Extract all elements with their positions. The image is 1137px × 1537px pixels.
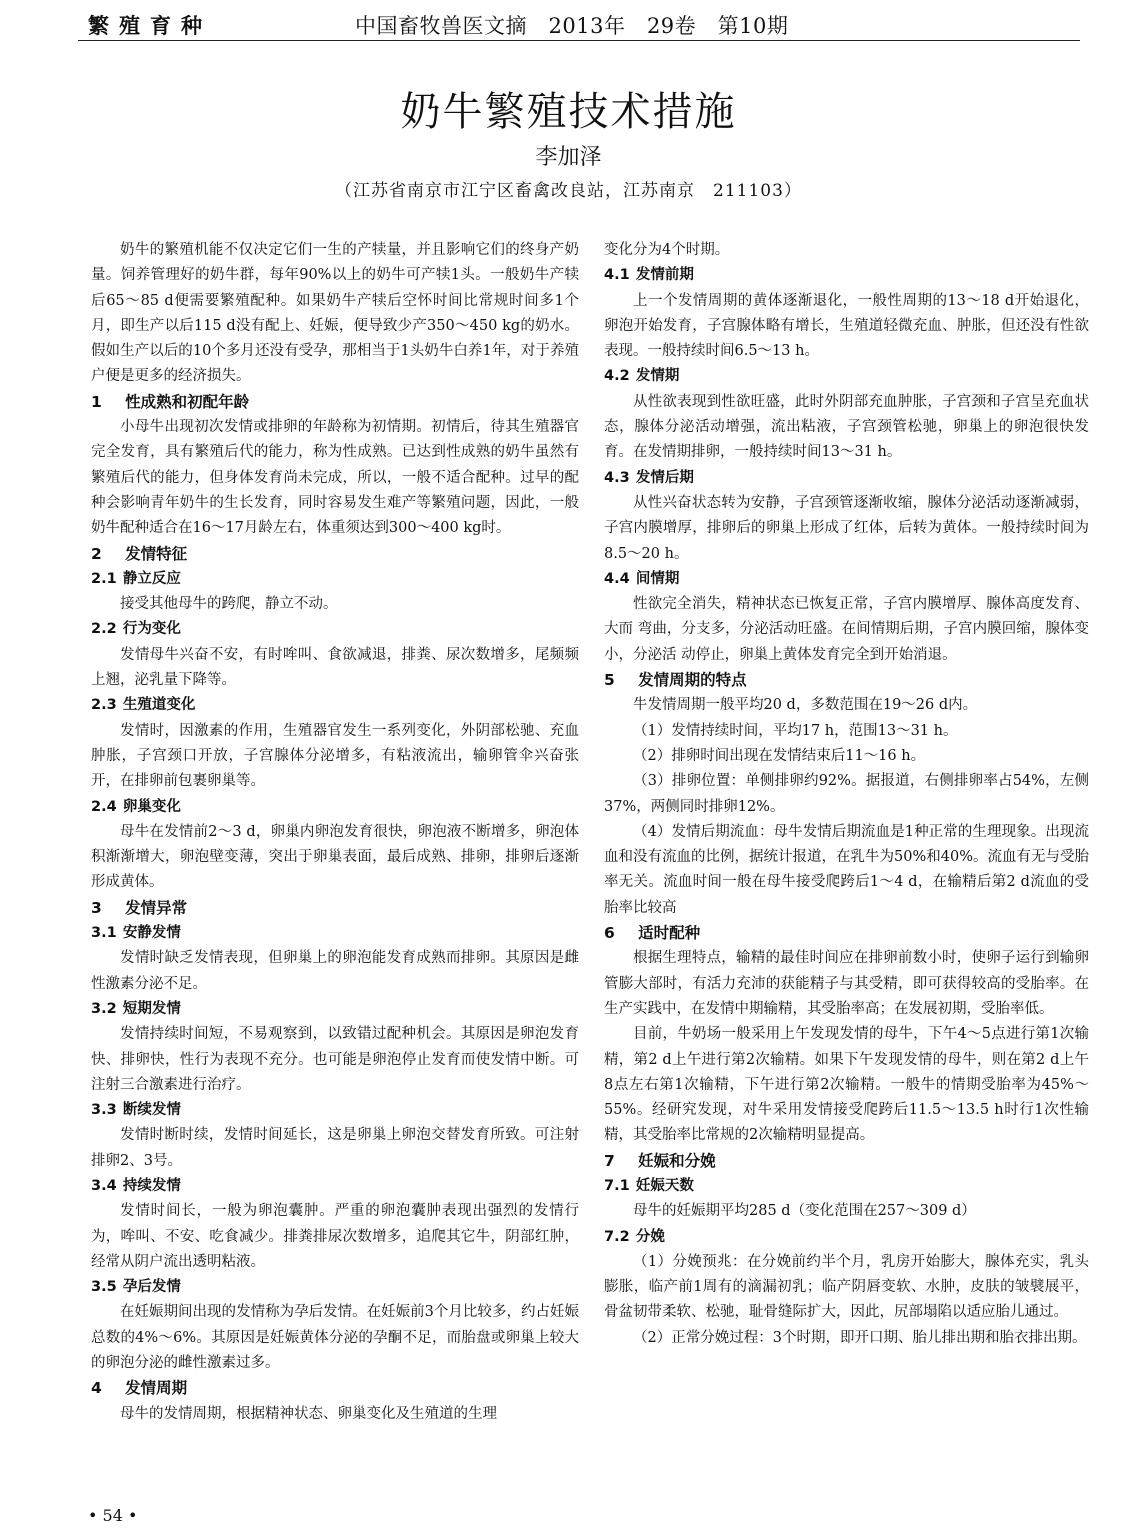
section-heading <box>91 542 579 567</box>
subsection-heading <box>91 567 579 592</box>
list-item: （4）发情后期流血：母牛发情后期流血是1种正常的生理现象。出现流血和没有流血的比例，据统计报道，在乳牛为50%和40%。流血有无与受胎率无关。流血时间一般在母牛接受爬跨后1～4 d，在输精后第2 d流血的受胎率比较高 <box>604 823 1089 916</box>
author-affiliation: （江苏省南京市江宁区畜禽改良站，江苏南京 211103） <box>335 181 802 201</box>
section-heading <box>91 896 579 921</box>
subsection-paragraph: 母牛的妊娠期平均285 d（变化范围在257～309 d） <box>633 1203 976 1220</box>
subsection-paragraph: 接受其他母牛的跨爬，静立不动。 <box>120 596 338 613</box>
subsection-heading <box>91 997 579 1022</box>
subsection-number: 2.2 <box>91 621 117 638</box>
subsection-paragraph: 从性欲表现到性欲旺盛，此时外阴部充血肿胀，子宫颈和子宫呈充血状态，腺体分泌活动增强，流出粘液，子宫颈管松驰，卵巢上的卵泡很快发育。在发情期排卵，一般持续时间13～31 h。 <box>604 393 1089 461</box>
subsection-title: 安静发情 <box>122 925 181 942</box>
section-paragraph: 根据生理特点，输精的最佳时间应在排卵前数小时，使卵子运行到输卵管膨大部时，有活力充沛的获能精子与其受精，即可获得较高的受胎率。在生产实践中，在发情中期输精，其受胎率高；在发展初期，受胎率低。 <box>604 950 1089 1017</box>
subsection-title: 静立反应 <box>122 570 181 587</box>
subsection-paragraph: 发情时，因激素的作用，生殖器官发生一系列变化，外阴部松驰、充血肿胀，子宫颈口开放，子宫腺体分泌增多，有粘液流出，输卵管伞兴奋张开，在排卵前包裹卵巢等。 <box>91 722 579 790</box>
section-title: 发情周期的特点 <box>638 671 747 690</box>
left-column <box>91 238 579 1427</box>
subsection-number: 3.1 <box>91 925 117 942</box>
subsection-title: 发情前期 <box>635 267 694 284</box>
section-paragraph: 牛发情周期一般平均20 d，多数范围在19～26 d内。 <box>633 697 978 714</box>
article-title: 奶牛繁殖技术措施 <box>400 89 737 135</box>
subsection-title: 断续发情 <box>122 1102 181 1119</box>
subsection-paragraph: 发情时断时续，发情时间延长，这是卵巢上卵泡交替发育所致。可注射排卵2、3号。 <box>91 1127 579 1169</box>
section-heading <box>604 921 1089 946</box>
subsection-paragraph: 发情时间长，一般为卵泡囊肿。严重的卵泡囊肿表现出强烈的发情行为，哞叫、不安、吃食减少。排粪排尿次数增多，追爬其它牛，阴部红肿，经常从阴户流出透明粘液。 <box>91 1203 579 1270</box>
subsection-paragraph: 性欲完全消失，精神状态已恢复正常，子宫内膜增厚、腺体高度发育、大而 弯曲，分支多，分泌活动旺盛。在间情期后期，子宫内膜回缩，腺体变小，分泌活 动停止，卵巢上黄体发育完全到开始消退。 <box>604 596 1089 663</box>
subsection-title: 分娩 <box>635 1228 665 1245</box>
section-title: 性成熟和初配年龄 <box>125 392 250 411</box>
subsection-number: 4.4 <box>604 570 630 587</box>
subsection-paragraph: 从性兴奋状态转为安静，子宫颈管逐渐收缩，腺体分泌活动逐渐减弱，子宫内膜增厚，排卵后的卵巢上形成了红体，后转为黄体。一般持续时间为8.5～20 h。 <box>604 494 1089 562</box>
continued-paragraph: 变化分为4个时期。 <box>604 242 730 258</box>
intro-paragraph: 奶牛的繁殖机能不仅决定它们一生的产犊量，并且影响它们的终身产奶量。饲养管理好的奶牛群，每年90%以上的奶牛可产犊1头。一般奶牛产犊后65～85 d便需要繁殖配种。如果奶牛产犊后空怀时间比常规时间多1个月，即生产以后115 d没有配上、妊娠，便导致少产350～450 kg的奶水。假如生产以后的10个多月还没有受孕，那相当于1头奶牛白养1年，对于养殖户便是更多的经济损失。 <box>91 242 579 385</box>
subsection-number: 7.2 <box>604 1228 630 1245</box>
section-heading <box>91 1376 579 1401</box>
subsection-paragraph: 上一个发情周期的黄体逐渐退化，一般性周期的13～18 d开始退化，卵泡开始发育，子宫腺体略有增长，生殖道轻微充血、肿胀，但还没有性欲表现。一般持续时间6.5～13 h。 <box>604 292 1089 360</box>
list-item: （1）发情持续时间，平均17 h，范围13～31 h。 <box>633 722 958 739</box>
subsection-heading <box>91 617 579 642</box>
journal-info: 中国畜牧兽医文摘 2013年 29卷 第10期 <box>355 14 789 38</box>
section-number: 7 <box>604 1151 615 1170</box>
subsection-title: 短期发情 <box>122 1000 181 1017</box>
subsection-title: 卵巢变化 <box>122 798 181 815</box>
subsection-heading <box>604 1225 1089 1250</box>
section-number: 1 <box>91 392 102 411</box>
subsection-number: 3.2 <box>91 1000 117 1017</box>
subsection-number: 3.3 <box>91 1102 117 1119</box>
subsection-heading <box>91 693 579 718</box>
subsection-heading <box>91 921 579 946</box>
subsection-title: 行为变化 <box>122 621 181 638</box>
section-paragraph: 母牛的发情周期，根据精神状态、卵巢变化及生殖道的生理 <box>120 1405 497 1422</box>
subsection-heading <box>604 263 1089 288</box>
list-item: （1）分娩预兆：在分娩前约半个月，乳房开始膨大，腺体充实，乳头膨胀，临产前1周有的滴漏初乳；临产阴唇变软、水肿，皮肤的皱襞展平，骨盆韧带柔软、松驰，耻骨缝际扩大，因此，尻部塌陷以适应胎儿通过。 <box>604 1253 1089 1321</box>
section-number: 4 <box>91 1379 102 1398</box>
subsection-title: 发情后期 <box>635 469 694 486</box>
page-header <box>0 0 1137 42</box>
page-number: • 54 • <box>88 1506 138 1525</box>
section-heading <box>91 390 579 415</box>
subsection-heading <box>91 1174 579 1199</box>
subsection-heading <box>91 795 579 820</box>
subsection-number: 3.4 <box>91 1177 117 1194</box>
subsection-paragraph: 发情母牛兴奋不安，有时哞叫、食欲减退，排粪、尿次数增多，尾频频上翘，泌乳量下降等。 <box>91 646 579 689</box>
list-item: （3）排卵位置：单侧排卵约92%。据报道，右侧排卵率占54%，左侧 37%，两侧同时排卵12%。 <box>604 773 1089 815</box>
subsection-number: 3.5 <box>91 1279 117 1296</box>
subsection-title: 持续发情 <box>122 1177 181 1194</box>
subsection-number: 4.1 <box>604 267 630 284</box>
section-paragraph: 小母牛出现初次发情或排卵的年龄称为初情期。初情后，待其生殖器官完全发育，具有繁殖后代的能力，称为性成熟。已达到性成熟的奶牛虽然有繁殖后代的能力，但身体发育尚未完成，所以，一般不适合配种。过早的配种会影响青年奶牛的生长发育，同时容易发生难产等繁殖问题，因此，一般奶牛配种适合在16～17月龄左右，体重须达到300～400 kg时。 <box>91 419 579 537</box>
section-number: 3 <box>91 898 102 917</box>
section-heading <box>604 1149 1089 1174</box>
subsection-heading <box>91 1098 579 1123</box>
header-rule <box>78 40 1080 41</box>
subsection-title: 发情期 <box>635 368 680 385</box>
subsection-number: 7.1 <box>604 1177 630 1194</box>
list-item: （2）排卵时间出现在发情结束后11～16 h。 <box>633 747 926 764</box>
subsection-number: 4.3 <box>604 469 630 486</box>
subsection-paragraph: 发情持续时间短，不易观察到，以致错过配种机会。其原因是卵泡发育快、排卵快，性行为表现不充分。也可能是卵泡停止发育而使发情中断。可注射三合激素进行治疗。 <box>91 1026 579 1093</box>
subsection-title: 妊娠天数 <box>635 1177 694 1194</box>
section-title: 适时配种 <box>638 924 701 943</box>
subsection-title: 间情期 <box>635 570 680 587</box>
subsection-heading <box>604 466 1089 491</box>
subsection-heading <box>604 364 1089 389</box>
subsection-heading <box>604 567 1089 592</box>
section-number: 5 <box>604 671 615 690</box>
subsection-heading <box>604 1174 1089 1199</box>
section-title: 发情特征 <box>125 544 188 563</box>
subsection-number: 2.1 <box>91 570 117 587</box>
section-title: 妊娠和分娩 <box>638 1151 716 1170</box>
article-author: 李加泽 <box>535 145 602 170</box>
section-paragraph: 目前，牛奶场一般采用上午发现发情的母牛，下午4～5点进行第1次输精，第2 d上午进行第2次输精。如果下午发现发情的母牛，则在第2 d上午8点左右第1次输精，下午进行第2次输精。一般牛的情期受胎率为45%～55%。经研究发现，对牛采用发情接受爬跨后11.5～13.5 h时行1次性输精，其受胎率比常规的2次输精明显提高。 <box>604 1026 1089 1144</box>
section-label: 繁殖育种 <box>88 14 212 38</box>
subsection-paragraph: 发情时缺乏发情表现，但卵巢上的卵泡能发育成熟而排卵。其原因是雌性激素分泌不足。 <box>91 950 579 992</box>
section-number: 2 <box>91 544 102 563</box>
subsection-number: 2.4 <box>91 798 117 815</box>
subsection-paragraph: 母牛在发情前2～3 d，卵巢内卵泡发育很快，卵泡液不断增多，卵泡体积渐渐增大，卵泡壁变薄，突出于卵巢表面，最后成熟、排卵，排卵后逐渐形成黄体。 <box>91 823 579 891</box>
subsection-paragraph: 在妊娠期间出现的发情称为孕后发情。在妊娠前3个月比较多，约占妊娠总数的4%～6%。其原因是妊娠黄体分泌的孕酮不足，而胎盘或卵巢上较大的卵泡分泌的雌性激素过多。 <box>91 1304 579 1372</box>
subsection-number: 2.3 <box>91 697 117 714</box>
subsection-number: 4.2 <box>604 368 630 385</box>
subsection-heading <box>91 1275 579 1300</box>
section-title: 发情异常 <box>125 898 188 917</box>
section-number: 6 <box>604 924 615 943</box>
section-heading <box>604 668 1089 693</box>
subsection-title: 孕后发情 <box>122 1279 181 1296</box>
section-title: 发情周期 <box>125 1379 188 1398</box>
subsection-title: 生殖道变化 <box>122 697 196 714</box>
list-item: （2）正常分娩过程：3个时期，即开口期、胎儿排出期和胎衣排出期。 <box>633 1329 1087 1346</box>
right-column <box>604 238 1089 1351</box>
